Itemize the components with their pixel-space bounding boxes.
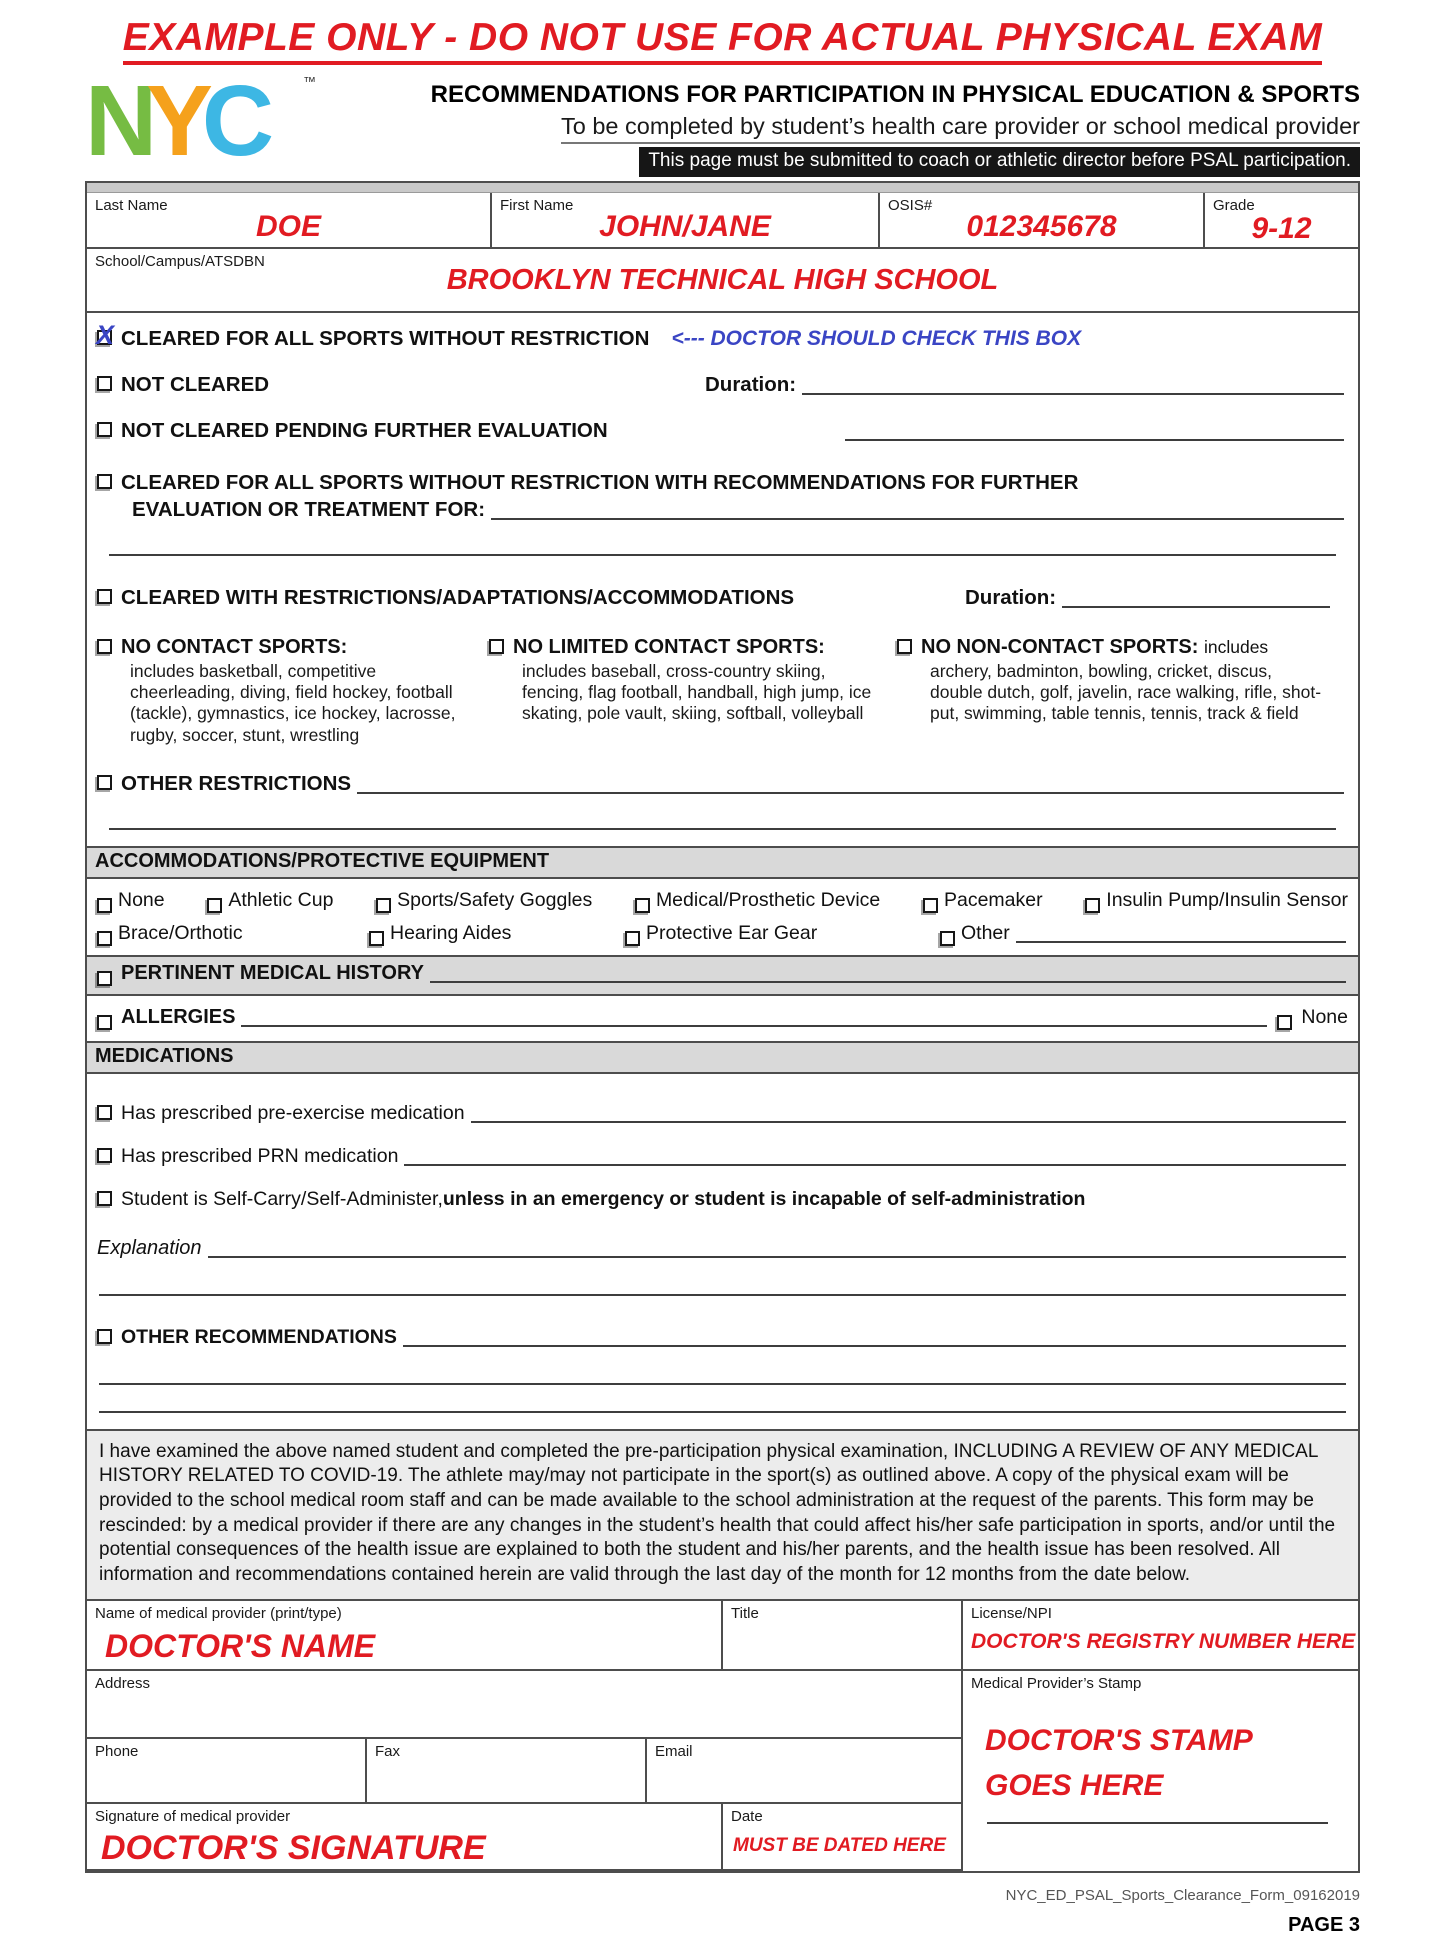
no-limited-contact-sports-column <box>489 636 897 746</box>
not-cleared-label: NOT CLEARED <box>121 373 270 397</box>
equipment-label-hearing-aides: Hearing Aides <box>390 921 512 944</box>
blue-checkmark: X <box>96 320 115 350</box>
equipment-item-brace <box>97 922 369 945</box>
checkbox-allergies-none[interactable] <box>1277 1015 1292 1030</box>
submission-notice: This page must be submitted to coach or athletic director before PSAL participation. <box>639 147 1360 177</box>
provider-stamp-line1: DOCTOR'S STAMP <box>985 1723 1253 1757</box>
equipment-label-prosthetic: Medical/Prosthetic Device <box>655 888 881 911</box>
form-body <box>85 181 1360 1873</box>
provider-phone-label: Phone <box>95 1742 139 1760</box>
nyc-logo-letter-c: C <box>201 65 264 177</box>
duration-label-2: Duration: <box>965 585 1057 609</box>
equipment-label-ear-gear: Protective Ear Gear <box>646 921 818 944</box>
checkbox-pacemaker[interactable] <box>923 898 938 913</box>
other-recommendations-blank <box>403 1343 1346 1347</box>
pending-blank <box>845 437 1344 441</box>
other-recommendations-blank-3 <box>99 1409 1346 1413</box>
equipment-item-pacemaker <box>923 889 1043 912</box>
provider-stamp-value <box>963 1718 1358 1808</box>
other-recommendations-blank-2 <box>99 1381 1346 1385</box>
cleared-all-label: CLEARED FOR ALL SPORTS WITHOUT RESTRICTION <box>121 327 650 351</box>
clearance-section <box>87 313 1358 846</box>
osis-field[interactable] <box>880 193 1205 247</box>
osis-value: 012345678 <box>966 210 1117 243</box>
pertinent-history-label: PERTINENT MEDICAL HISTORY <box>121 961 424 984</box>
duration-blank-2 <box>1062 604 1330 608</box>
other-restrictions-blank-2 <box>109 826 1336 830</box>
header-titles <box>340 75 1360 177</box>
explanation-blank-2 <box>99 1292 1346 1296</box>
equipment-item-hearing-aides <box>369 922 625 945</box>
form-file-reference: NYC_ED_PSAL_Sports_Clearance_Form_09162019 <box>1005 1886 1360 1904</box>
equipment-section <box>87 879 1358 957</box>
checkbox-goggles[interactable] <box>376 898 391 913</box>
divider-strip <box>87 183 1358 193</box>
cleared-with-recommendations-line2 <box>132 498 1346 522</box>
checkbox-other-restrictions[interactable] <box>97 775 112 790</box>
duration-label-1: Duration: <box>705 373 797 396</box>
nyc-logo-letter-y: Y <box>146 65 202 177</box>
equipment-label-athletic-cup: Athletic Cup <box>228 888 334 911</box>
school-label: School/Campus/ATSDBN <box>95 253 265 270</box>
osis-label: OSIS# <box>888 197 933 214</box>
checkbox-allergies[interactable] <box>97 1015 112 1030</box>
provider-signature-field[interactable] <box>87 1804 723 1869</box>
not-cleared-pending-label: NOT CLEARED PENDING FURTHER EVALUATION <box>121 419 608 442</box>
equipment-label-other: Other <box>961 921 1010 944</box>
form-title: RECOMMENDATIONS FOR PARTICIPATION IN PHYSICAL EDUCATION & SPORTS <box>430 81 1360 108</box>
provider-fax-label: Fax <box>375 1742 401 1760</box>
prn-medication-row <box>97 1145 1348 1168</box>
provider-stamp-blank <box>987 1822 1328 1824</box>
cleared-recommendations-line1: CLEARED FOR ALL SPORTS WITHOUT RESTRICTION WITH RECOMMENDATIONS FOR FURTHER <box>121 470 1079 494</box>
other-restrictions-label: OTHER RESTRICTIONS <box>121 772 352 796</box>
provider-stamp-field[interactable] <box>961 1671 1358 1871</box>
provider-email-field[interactable] <box>647 1739 963 1802</box>
provider-name-field[interactable] <box>87 1601 723 1669</box>
student-info-row <box>87 193 1358 249</box>
equipment-item-none <box>97 889 165 912</box>
pertinent-history-row <box>87 957 1358 996</box>
provider-grid <box>87 1601 1358 1871</box>
checkbox-other-recommendations[interactable] <box>97 1329 112 1344</box>
doctor-check-note: <--- DOCTOR SHOULD CHECK THIS BOX <box>671 327 1082 350</box>
equipment-item-prosthetic <box>635 889 880 912</box>
cleared-with-recommendations-row <box>97 471 1346 495</box>
duration-blank-1 <box>802 391 1344 395</box>
provider-stamp-line2: GOES HERE <box>985 1768 1164 1802</box>
checkbox-athletic-cup[interactable] <box>207 898 222 913</box>
checkbox-no-limited-contact-sports[interactable] <box>489 639 504 654</box>
example-warning-text: EXAMPLE ONLY - DO NOT USE FOR ACTUAL PHYSICAL EXAM <box>123 16 1322 65</box>
allergies-label: ALLERGIES <box>121 1005 236 1028</box>
equipment-label-pacemaker: Pacemaker <box>943 888 1043 911</box>
checkbox-no-contact-sports[interactable] <box>97 639 112 654</box>
checkbox-ear-gear[interactable] <box>625 931 640 946</box>
checkbox-brace[interactable] <box>97 931 112 946</box>
page-number: PAGE 3 <box>1288 1913 1360 1936</box>
no-non-contact-sports-list: archery, badminton, bowling, cricket, discus, double dutch, golf, javelin, race walking, rifle, shot-put, swimming, table tennis, tennis, track & field <box>930 660 1322 724</box>
equipment-item-athletic-cup <box>207 889 333 912</box>
checkbox-cleared-restrictions[interactable] <box>97 589 112 604</box>
checkbox-self-carry[interactable] <box>97 1191 112 1206</box>
no-contact-sports-column <box>97 636 489 746</box>
not-cleared-row <box>97 373 1346 397</box>
provider-phone-field[interactable] <box>87 1739 367 1802</box>
medications-header: MEDICATIONS <box>87 1043 1358 1074</box>
equipment-label-brace: Brace/Orthotic <box>118 921 243 944</box>
trademark-symbol: ™ <box>303 74 316 89</box>
equipment-row-2 <box>97 922 1348 945</box>
no-contact-sports-list: includes basketball, competitive cheerleading, diving, field hockey, football (tackle), gymnastics, ice hockey, lacrosse, rugby, soccer, stunt, wrestling <box>130 660 456 745</box>
equipment-item-other <box>940 922 1348 945</box>
provider-date-field[interactable] <box>723 1804 963 1869</box>
provider-date-label: Date <box>731 1807 763 1825</box>
provider-title-label: Title <box>731 1604 759 1622</box>
pre-exercise-medication-label: Has prescribed pre-exercise medication <box>121 1101 465 1124</box>
provider-license-label: License/NPI <box>971 1604 1052 1622</box>
checkbox-not-cleared[interactable] <box>97 376 112 391</box>
other-recommendations-label: OTHER RECOMMENDATIONS <box>121 1325 397 1348</box>
pre-exercise-medication-row <box>97 1102 1348 1125</box>
self-carry-row <box>97 1188 1348 1211</box>
first-name-value: JOHN/JANE <box>599 210 771 243</box>
equipment-label-none: None <box>118 888 165 911</box>
last-name-value: DOE <box>255 210 321 243</box>
equipment-label-goggles: Sports/Safety Goggles <box>397 888 593 911</box>
checkbox-no-non-contact-sports[interactable] <box>897 639 912 654</box>
pertinent-history-blank <box>430 979 1346 983</box>
provider-email-label: Email <box>655 1742 693 1760</box>
provider-stamp-label: Medical Provider’s Stamp <box>971 1674 1142 1692</box>
checkbox-equipment-other[interactable] <box>940 931 955 946</box>
no-non-contact-title-text: NO NON-CONTACT SPORTS: <box>921 635 1199 658</box>
not-cleared-pending-row <box>97 419 1346 443</box>
form-header <box>85 65 1360 177</box>
treatment-blank-2 <box>109 552 1336 556</box>
no-non-contact-sports-title <box>921 636 1268 658</box>
form-footer <box>85 1887 1360 1937</box>
other-restrictions-row <box>97 772 1346 796</box>
no-non-contact-includes: includes <box>1203 636 1269 657</box>
no-non-contact-sports-column <box>897 636 1346 746</box>
checkbox-pertinent-history[interactable] <box>97 971 112 986</box>
provider-license-field[interactable] <box>963 1601 1358 1669</box>
no-limited-contact-sports-list: includes baseball, cross-country skiing, fencing, flag football, handball, high jump, ice skating, pole vault, skiing, softball, volleyball <box>522 660 872 724</box>
first-name-field[interactable] <box>492 193 880 247</box>
grade-label: Grade <box>1213 197 1255 214</box>
self-carry-label: Student is Self-Carry/Self-Administer, <box>121 1187 443 1210</box>
accommodations-header: ACCOMMODATIONS/PROTECTIVE EQUIPMENT <box>87 846 1358 879</box>
last-name-label: Last Name <box>95 197 168 214</box>
school-value: BROOKLYN TECHNICAL HIGH SCHOOL <box>446 264 999 296</box>
explanation-label: Explanation <box>97 1236 202 1259</box>
equipment-label-insulin-pump: Insulin Pump/Insulin Sensor <box>1106 888 1348 911</box>
first-name-label: First Name <box>500 197 574 214</box>
prn-blank <box>404 1162 1346 1166</box>
last-name-field[interactable] <box>87 193 492 247</box>
checkbox-cleared-all[interactable] <box>96 320 115 350</box>
allergies-none-label: None <box>1301 1005 1348 1028</box>
prn-medication-label: Has prescribed PRN medication <box>121 1144 399 1167</box>
equipment-other-blank <box>1016 939 1346 943</box>
checkbox-none[interactable] <box>97 898 112 913</box>
equipment-item-insulin-pump <box>1085 889 1348 912</box>
cleared-recommendations-line2: EVALUATION OR TREATMENT FOR: <box>132 498 486 522</box>
treatment-blank <box>491 516 1344 520</box>
checkbox-pre-exercise-medication[interactable] <box>97 1105 112 1120</box>
allergies-blank <box>241 1023 1267 1027</box>
nyc-logo-letter-n: N <box>85 65 147 177</box>
provider-name-label: Name of medical provider (print/type) <box>95 1604 342 1622</box>
checkbox-not-cleared-pending[interactable] <box>97 422 112 437</box>
provider-address-field[interactable] <box>87 1671 963 1737</box>
no-limited-contact-sports-title: NO LIMITED CONTACT SPORTS: <box>513 635 825 658</box>
checkbox-insulin-pump[interactable] <box>1085 898 1100 913</box>
cleared-restrictions-label: CLEARED WITH RESTRICTIONS/ADAPTATIONS/ACCOMMODATIONS <box>121 586 795 610</box>
example-warning-banner <box>85 16 1360 65</box>
checkbox-prn-medication[interactable] <box>97 1148 112 1163</box>
checkbox-hearing-aides[interactable] <box>369 931 384 946</box>
equipment-item-ear-gear <box>625 922 940 945</box>
provider-signature-value: DOCTOR'S SIGNATURE <box>101 1828 486 1867</box>
provider-row-1 <box>87 1601 1358 1671</box>
allergies-none-item <box>1277 1006 1348 1029</box>
explanation-row <box>97 1237 1348 1260</box>
equipment-row-1 <box>97 889 1348 912</box>
sports-columns <box>97 636 1346 746</box>
explanation-blank <box>208 1254 1346 1258</box>
cleared-with-restrictions-row <box>97 586 1346 610</box>
grade-value: 9-12 <box>1251 212 1312 245</box>
provider-name-value: DOCTOR'S NAME <box>105 1627 376 1664</box>
no-contact-sports-title: NO CONTACT SPORTS: <box>121 635 348 658</box>
provider-fax-field[interactable] <box>367 1739 647 1802</box>
school-field[interactable] <box>87 249 1358 313</box>
other-recommendations-row <box>97 1326 1348 1349</box>
provider-signature-label: Signature of medical provider <box>95 1807 291 1825</box>
allergies-row <box>87 996 1358 1043</box>
medications-section <box>87 1074 1358 1413</box>
other-restrictions-blank <box>357 790 1344 794</box>
form-subtitle: To be completed by student’s health care provider or school medical provider <box>561 113 1360 144</box>
provider-title-field[interactable] <box>723 1601 963 1669</box>
grade-field[interactable] <box>1205 193 1358 247</box>
provider-address-label: Address <box>95 1674 151 1692</box>
checkbox-prosthetic[interactable] <box>635 898 650 913</box>
provider-license-value: DOCTOR'S REGISTRY NUMBER HERE <box>971 1629 1356 1653</box>
cleared-all-row <box>96 320 1346 351</box>
nyc-logo <box>85 65 340 177</box>
provider-date-note: MUST BE DATED HERE <box>733 1834 946 1856</box>
pre-exercise-blank <box>471 1119 1346 1123</box>
self-carry-emphasis: unless in an emergency or student is incapable of self-administration <box>442 1187 1086 1210</box>
attestation-paragraph: I have examined the above named student and completed the pre-participation physical examination, INCLUDING A REVIEW OF ANY MEDICAL HISTORY RELATED TO COVID-19. The athlete may/may not participate in the sport(s) as outlined above. A copy of the physical exam will be provided to the school medical room staff and can be made available to the school administration at the request of the parents. This form may be rescinded: by a medical provider if there are any changes in the student’s health that could affect his/her safe participation in sports, and/or until the potential consequences of the health issue are explained to both the student and his/her parents, and the health issue has been resolved. All information and recommendations contained herein are valid through the last day of the month for 12 months from the date below. <box>87 1429 1358 1601</box>
checkbox-cleared-recommendations[interactable] <box>97 474 112 489</box>
equipment-item-goggles <box>376 889 592 912</box>
